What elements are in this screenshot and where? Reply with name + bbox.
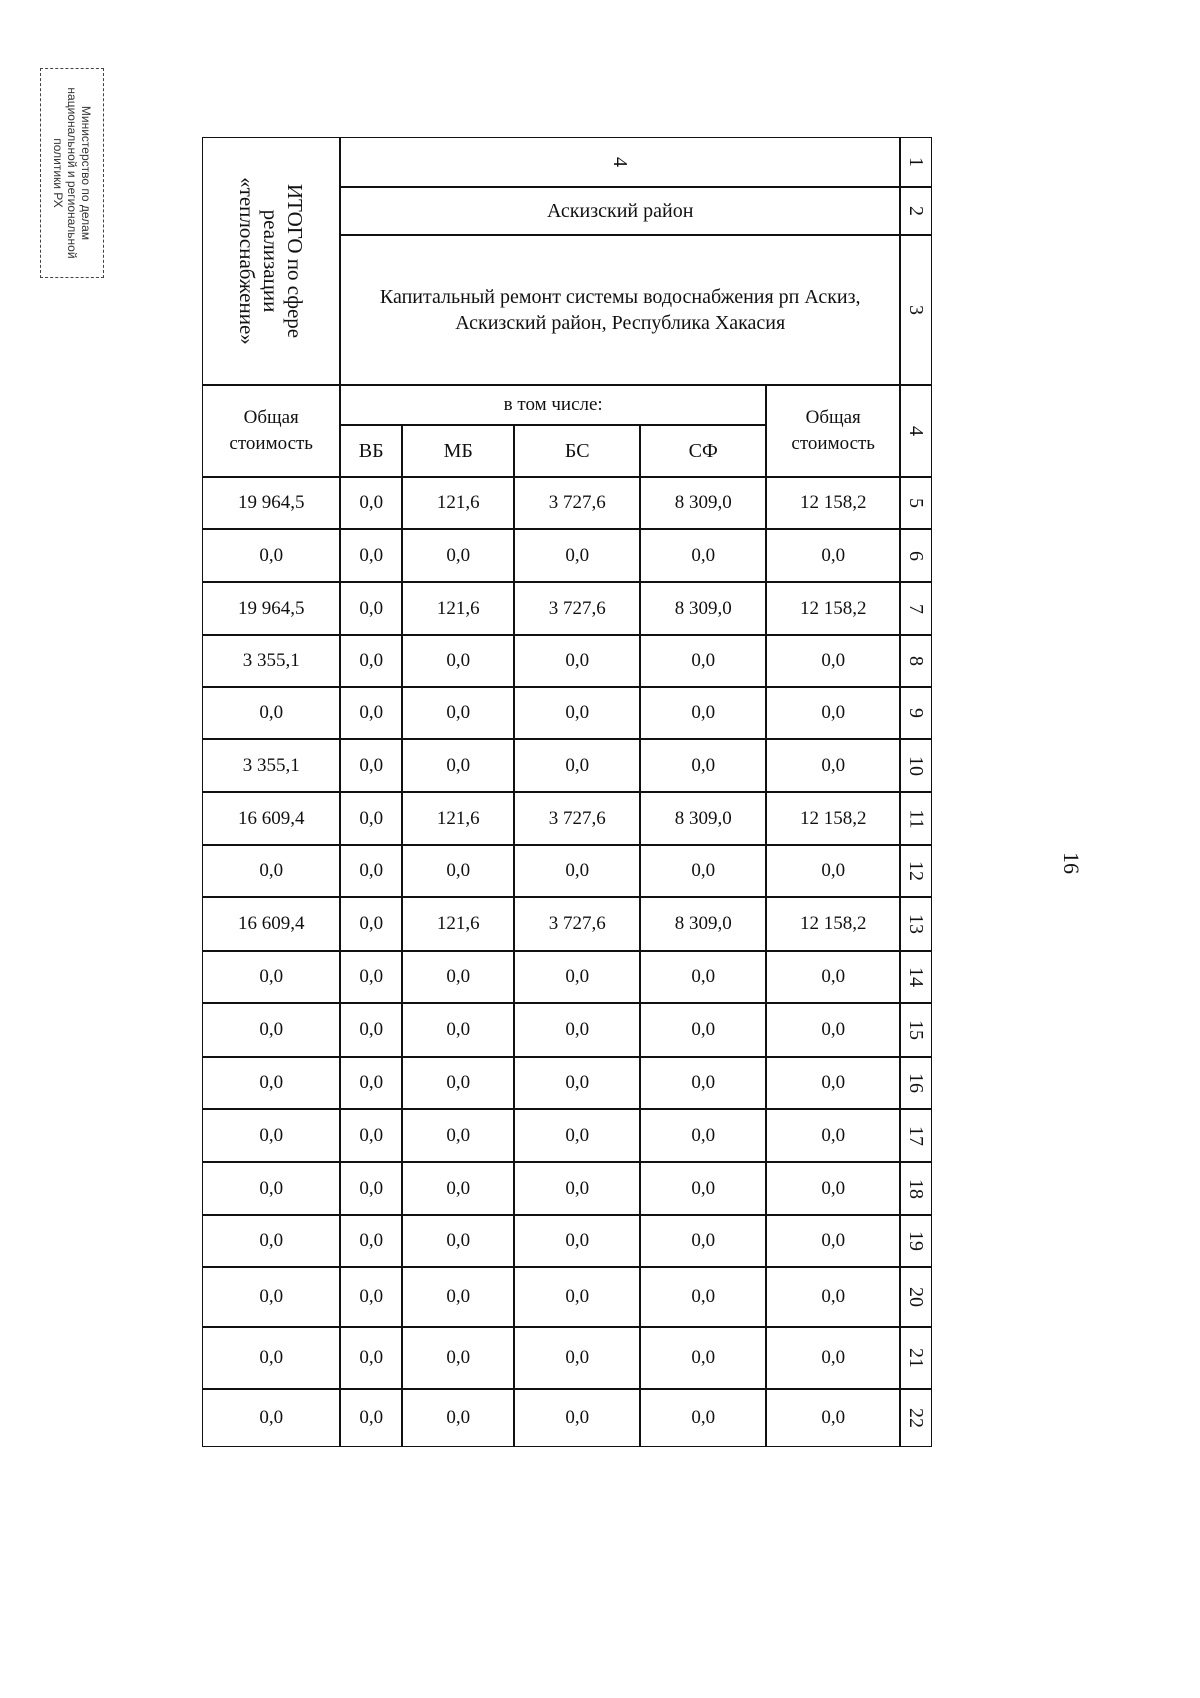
cell-value-sf: 8 309,0 xyxy=(674,913,732,935)
cell-value-sum: 0,0 xyxy=(821,860,846,882)
cell-value-sum: 0,0 xyxy=(821,544,846,566)
cell-value-vb: 0,0 xyxy=(359,860,384,882)
cell-value-bs: 0,0 xyxy=(565,754,590,776)
cell-value-total: 0,0 xyxy=(259,1124,284,1146)
cell-value-vb: 0,0 xyxy=(359,1124,384,1146)
cell-value-sum: 0,0 xyxy=(821,702,846,724)
table-cell xyxy=(340,582,402,635)
cell-value-mb: 0,0 xyxy=(446,650,471,672)
cell-value-mb: 0,0 xyxy=(446,1286,471,1308)
cell-value-bs: 0,0 xyxy=(565,650,590,672)
column-number-cell xyxy=(900,1109,932,1162)
table-cell xyxy=(640,1389,766,1447)
cell-value-bs: 0,0 xyxy=(565,1177,590,1199)
table-cell xyxy=(340,1057,402,1109)
table-cell xyxy=(514,635,640,687)
cell-value-sf: 0,0 xyxy=(691,754,716,776)
cell-value-bs: 3 727,6 xyxy=(548,597,606,619)
cell-value-sum: 0,0 xyxy=(821,1347,846,1369)
table-cell xyxy=(340,1327,402,1389)
table-cell xyxy=(766,477,900,529)
cell-value-mb: 0,0 xyxy=(446,966,471,988)
cell-value-sf: 8 309,0 xyxy=(674,492,732,514)
table-cell xyxy=(202,1109,340,1162)
column-number-cell xyxy=(900,739,932,792)
column-number: 7 xyxy=(905,603,928,614)
table-cell xyxy=(766,582,900,635)
cell-value-sum: 0,0 xyxy=(821,650,846,672)
cell-value-sf: 0,0 xyxy=(691,1347,716,1369)
table-cell xyxy=(202,792,340,845)
cell-value-sf: 8 309,0 xyxy=(674,597,732,619)
table-cell xyxy=(640,477,766,529)
column-number-cell xyxy=(900,792,932,845)
cell-value-sum: 0,0 xyxy=(821,1019,846,1041)
table-cell xyxy=(202,529,340,582)
sf-label: СФ xyxy=(688,439,718,462)
column-number: 11 xyxy=(905,809,928,829)
cell-value-total: 0,0 xyxy=(259,1177,284,1199)
column-number-cell xyxy=(900,582,932,635)
project-cell xyxy=(340,235,900,385)
cell-value-sum: 12 158,2 xyxy=(799,807,867,829)
cell-value-mb: 0,0 xyxy=(446,860,471,882)
table-cell xyxy=(640,1267,766,1327)
table-cell xyxy=(640,1003,766,1057)
sum-label: Общая стоимость xyxy=(791,407,875,455)
table-cell xyxy=(340,477,402,529)
table-cell xyxy=(640,897,766,951)
cell-value-mb: 0,0 xyxy=(446,544,471,566)
column-number: 4 xyxy=(905,426,928,437)
cell-value-mb: 0,0 xyxy=(446,1072,471,1094)
cell-value-bs: 0,0 xyxy=(565,1124,590,1146)
total-cost-label: Общая стоимость xyxy=(229,407,313,455)
cell-value-sum: 12 158,2 xyxy=(799,492,867,514)
table-cell xyxy=(514,477,640,529)
cell-value-mb: 0,0 xyxy=(446,702,471,724)
cell-value-sum: 0,0 xyxy=(821,966,846,988)
column-number: 19 xyxy=(905,1231,928,1252)
column-number: 22 xyxy=(905,1408,928,1429)
column-number: 17 xyxy=(905,1125,928,1146)
column-number: 5 xyxy=(905,498,928,509)
cell-value-bs: 0,0 xyxy=(565,1286,590,1308)
table-cell xyxy=(402,582,514,635)
table-cell xyxy=(340,951,402,1003)
table-cell xyxy=(402,1389,514,1447)
table-cell xyxy=(766,1327,900,1389)
table-cell xyxy=(202,1003,340,1057)
cell-value-vb: 0,0 xyxy=(359,1347,384,1369)
cell-value-sum: 12 158,2 xyxy=(799,913,867,935)
column-number: 6 xyxy=(905,550,928,561)
cell-value-sf: 0,0 xyxy=(691,1230,716,1252)
cell-value-vb: 0,0 xyxy=(359,1286,384,1308)
column-number: 8 xyxy=(905,656,928,667)
table-cell xyxy=(514,529,640,582)
table-cell xyxy=(402,951,514,1003)
column-number-cell xyxy=(900,1162,932,1215)
column-number-cell xyxy=(900,477,932,529)
cell-value-sf: 0,0 xyxy=(691,1177,716,1199)
stamp-line: национальной и региональной xyxy=(65,87,79,259)
table-cell xyxy=(514,1215,640,1267)
page-number: 16 xyxy=(1059,852,1084,874)
table-cell xyxy=(340,1267,402,1327)
column-number: 15 xyxy=(905,1020,928,1041)
stamp-text xyxy=(51,73,93,273)
table-cell xyxy=(340,1389,402,1447)
cell-value-total: 16 609,4 xyxy=(237,807,305,829)
column-number: 20 xyxy=(905,1287,928,1308)
table-cell xyxy=(402,792,514,845)
cell-value-sum: 0,0 xyxy=(821,1177,846,1199)
cell-value-sum: 0,0 xyxy=(821,1407,846,1429)
cell-value-vb: 0,0 xyxy=(359,966,384,988)
cell-value-mb: 0,0 xyxy=(446,1019,471,1041)
total-cost-header xyxy=(202,385,340,477)
cell-value-vb: 0,0 xyxy=(359,492,384,514)
cell-value-vb: 0,0 xyxy=(359,597,384,619)
cell-value-total: 3 355,1 xyxy=(242,754,300,776)
cell-value-sum: 0,0 xyxy=(821,1230,846,1252)
column-number: 3 xyxy=(905,305,928,316)
cell-value-vb: 0,0 xyxy=(359,1072,384,1094)
table-cell xyxy=(202,687,340,739)
table-cell xyxy=(402,687,514,739)
cell-value-bs: 0,0 xyxy=(565,1230,590,1252)
table-cell xyxy=(766,845,900,897)
cell-value-bs: 0,0 xyxy=(565,1407,590,1429)
stamp-line: Министерство по делам xyxy=(79,105,93,241)
column-number-cell xyxy=(900,1389,932,1447)
table-cell xyxy=(640,792,766,845)
column-number-cell xyxy=(900,635,932,687)
incl-label: в том числе: xyxy=(503,394,603,416)
cell-value-sf: 0,0 xyxy=(691,702,716,724)
cell-value-vb: 0,0 xyxy=(359,1019,384,1041)
table-cell xyxy=(640,1162,766,1215)
table-cell xyxy=(766,951,900,1003)
cell-value-sf: 0,0 xyxy=(691,966,716,988)
cell-value-sum: 0,0 xyxy=(821,1124,846,1146)
table-cell xyxy=(340,1109,402,1162)
cell-value-mb: 0,0 xyxy=(446,1230,471,1252)
cell-value-bs: 3 727,6 xyxy=(548,492,606,514)
region-cell xyxy=(340,187,900,235)
column-number-cell xyxy=(900,529,932,582)
table-cell xyxy=(514,1057,640,1109)
cell-value-vb: 0,0 xyxy=(359,754,384,776)
cell-value-mb: 0,0 xyxy=(446,1177,471,1199)
table-cell xyxy=(514,1389,640,1447)
cell-value-total: 0,0 xyxy=(259,544,284,566)
budget-table-container xyxy=(203,138,933,1580)
table-cell xyxy=(402,845,514,897)
cell-value-total: 19 964,5 xyxy=(237,597,305,619)
table-cell xyxy=(766,1267,900,1327)
mb-header xyxy=(402,425,514,477)
table-cell xyxy=(766,1109,900,1162)
table-cell xyxy=(202,897,340,951)
table-cell xyxy=(514,1003,640,1057)
column-number-cell xyxy=(900,1003,932,1057)
cell-value-mb: 0,0 xyxy=(446,1347,471,1369)
table-cell xyxy=(640,529,766,582)
column-number: 18 xyxy=(905,1178,928,1199)
column-number-cell xyxy=(900,1327,932,1389)
cell-value-total: 0,0 xyxy=(259,1019,284,1041)
column-number-cell xyxy=(900,951,932,1003)
cell-value-sum: 0,0 xyxy=(821,1286,846,1308)
cell-value-sf: 0,0 xyxy=(691,544,716,566)
table-cell xyxy=(202,845,340,897)
total-label-cell xyxy=(202,137,340,385)
total-label: ИТОГО по сфере реализации «теплоснабжение» xyxy=(235,177,308,346)
table-cell xyxy=(766,1162,900,1215)
table-cell xyxy=(766,687,900,739)
table-cell xyxy=(202,635,340,687)
table-cell xyxy=(514,845,640,897)
cell-value-total: 19 964,5 xyxy=(237,492,305,514)
column-number: 14 xyxy=(905,967,928,988)
cell-value-vb: 0,0 xyxy=(359,1230,384,1252)
table-cell xyxy=(640,845,766,897)
table-cell xyxy=(402,1162,514,1215)
cell-value-sf: 0,0 xyxy=(691,650,716,672)
table-cell xyxy=(640,687,766,739)
incl-header xyxy=(340,385,766,425)
table-cell xyxy=(202,739,340,792)
cell-value-sf: 0,0 xyxy=(691,860,716,882)
stamp-line: политики РХ xyxy=(51,138,65,208)
cell-value-vb: 0,0 xyxy=(359,913,384,935)
table-cell xyxy=(766,1003,900,1057)
mb-label: МБ xyxy=(443,439,473,462)
cell-value-sf: 0,0 xyxy=(691,1019,716,1041)
table-cell xyxy=(340,845,402,897)
table-cell xyxy=(402,1215,514,1267)
table-cell xyxy=(402,1109,514,1162)
column-number-cell xyxy=(900,187,932,235)
cell-value-sum: 12 158,2 xyxy=(799,597,867,619)
table-cell xyxy=(514,792,640,845)
table-cell xyxy=(640,1057,766,1109)
cell-value-total: 0,0 xyxy=(259,1230,284,1252)
table-cell xyxy=(202,582,340,635)
table-cell xyxy=(640,1109,766,1162)
table-cell xyxy=(202,951,340,1003)
cell-value-bs: 0,0 xyxy=(565,1019,590,1041)
cell-value-vb: 0,0 xyxy=(359,1407,384,1429)
cell-value-vb: 0,0 xyxy=(359,650,384,672)
table-cell xyxy=(202,477,340,529)
column-number-cell xyxy=(900,385,932,477)
cell-value-bs: 0,0 xyxy=(565,1347,590,1369)
cell-value-sum: 0,0 xyxy=(821,754,846,776)
cell-value-total: 3 355,1 xyxy=(242,650,300,672)
cell-value-vb: 0,0 xyxy=(359,807,384,829)
cell-value-bs: 0,0 xyxy=(565,966,590,988)
sum-header xyxy=(766,385,900,477)
table-cell xyxy=(402,1003,514,1057)
table-cell xyxy=(340,687,402,739)
table-cell xyxy=(640,739,766,792)
cell-value-sf: 0,0 xyxy=(691,1286,716,1308)
table-cell xyxy=(514,1267,640,1327)
table-cell xyxy=(640,1327,766,1389)
table-cell xyxy=(766,529,900,582)
table-cell xyxy=(340,529,402,582)
column-number: 21 xyxy=(905,1348,928,1369)
table-cell xyxy=(340,1003,402,1057)
column-number-cell xyxy=(900,137,932,187)
vb-label: ВБ xyxy=(358,439,384,462)
table-cell xyxy=(402,477,514,529)
table-cell xyxy=(514,687,640,739)
cell-value-mb: 0,0 xyxy=(446,1124,471,1146)
cell-value-sf: 0,0 xyxy=(691,1124,716,1146)
table-cell xyxy=(402,635,514,687)
table-cell xyxy=(402,897,514,951)
cell-value-bs: 0,0 xyxy=(565,544,590,566)
column-number: 10 xyxy=(905,755,928,776)
table-cell xyxy=(340,635,402,687)
cell-value-bs: 0,0 xyxy=(565,1072,590,1094)
cell-value-vb: 0,0 xyxy=(359,544,384,566)
table-cell xyxy=(640,582,766,635)
table-cell xyxy=(202,1215,340,1267)
table-cell xyxy=(202,1057,340,1109)
column-number: 12 xyxy=(905,861,928,882)
column-number-cell xyxy=(900,845,932,897)
column-number: 13 xyxy=(905,914,928,935)
table-cell xyxy=(202,1267,340,1327)
column-number: 9 xyxy=(905,708,928,719)
ministry-stamp xyxy=(40,68,104,278)
table-cell xyxy=(766,739,900,792)
column-number: 1 xyxy=(905,157,928,168)
cell-value-sf: 0,0 xyxy=(691,1407,716,1429)
table-cell xyxy=(514,951,640,1003)
cell-value-total: 0,0 xyxy=(259,860,284,882)
cell-value-total: 0,0 xyxy=(259,1407,284,1429)
table-cell xyxy=(766,1215,900,1267)
table-cell xyxy=(514,739,640,792)
table-cell xyxy=(514,1327,640,1389)
cell-value-vb: 0,0 xyxy=(359,1177,384,1199)
table-cell xyxy=(402,529,514,582)
cell-value-sf: 8 309,0 xyxy=(674,807,732,829)
header-number: 4 xyxy=(609,157,632,168)
cell-value-mb: 121,6 xyxy=(436,807,480,829)
table-cell xyxy=(202,1162,340,1215)
column-number-cell xyxy=(900,1057,932,1109)
table-cell xyxy=(766,792,900,845)
cell-value-sum: 0,0 xyxy=(821,1072,846,1094)
table-cell xyxy=(202,1327,340,1389)
column-number-cell xyxy=(900,1215,932,1267)
column-number-cell xyxy=(900,687,932,739)
column-number-cell xyxy=(900,897,932,951)
table-cell xyxy=(640,1215,766,1267)
table-cell xyxy=(340,1162,402,1215)
cell-value-total: 0,0 xyxy=(259,702,284,724)
table-cell xyxy=(340,739,402,792)
cell-value-mb: 121,6 xyxy=(436,913,480,935)
cell-value-bs: 3 727,6 xyxy=(548,807,606,829)
cell-value-total: 0,0 xyxy=(259,966,284,988)
table-cell xyxy=(514,1109,640,1162)
table-cell xyxy=(202,1389,340,1447)
sf-header xyxy=(640,425,766,477)
cell-value-total: 16 609,4 xyxy=(237,913,305,935)
table-cell xyxy=(340,1215,402,1267)
table-cell xyxy=(514,582,640,635)
cell-value-sf: 0,0 xyxy=(691,1072,716,1094)
table-cell xyxy=(640,635,766,687)
cell-value-total: 0,0 xyxy=(259,1286,284,1308)
cell-value-mb: 121,6 xyxy=(436,597,480,619)
project-name: Капитальный ремонт системы водоснабжения рп Аскиз, Аскизский район, Республика Хакасия xyxy=(379,286,861,335)
column-number-cell xyxy=(900,1267,932,1327)
table-cell xyxy=(340,897,402,951)
column-number: 2 xyxy=(905,206,928,217)
bs-header xyxy=(514,425,640,477)
table-cell xyxy=(766,1389,900,1447)
cell-value-mb: 0,0 xyxy=(446,754,471,776)
region-name: Аскизский район xyxy=(546,199,694,222)
table-cell xyxy=(514,897,640,951)
vb-header xyxy=(340,425,402,477)
column-number-cell xyxy=(900,235,932,385)
table-cell xyxy=(402,1057,514,1109)
cell-value-total: 0,0 xyxy=(259,1072,284,1094)
table-cell xyxy=(402,1327,514,1389)
cell-value-mb: 121,6 xyxy=(436,492,480,514)
cell-value-bs: 0,0 xyxy=(565,702,590,724)
table-cell xyxy=(514,1162,640,1215)
cell-value-vb: 0,0 xyxy=(359,702,384,724)
table-cell xyxy=(766,897,900,951)
table-cell xyxy=(766,635,900,687)
cell-value-total: 0,0 xyxy=(259,1347,284,1369)
table-cell xyxy=(340,792,402,845)
table-cell xyxy=(640,951,766,1003)
bs-label: БС xyxy=(564,439,590,462)
column-number: 16 xyxy=(905,1073,928,1094)
cell-value-mb: 0,0 xyxy=(446,1407,471,1429)
table-cell xyxy=(766,1057,900,1109)
cell-value-bs: 0,0 xyxy=(565,860,590,882)
table-cell xyxy=(402,1267,514,1327)
header-number-cell xyxy=(340,137,900,187)
cell-value-bs: 3 727,6 xyxy=(548,913,606,935)
table-cell xyxy=(402,739,514,792)
